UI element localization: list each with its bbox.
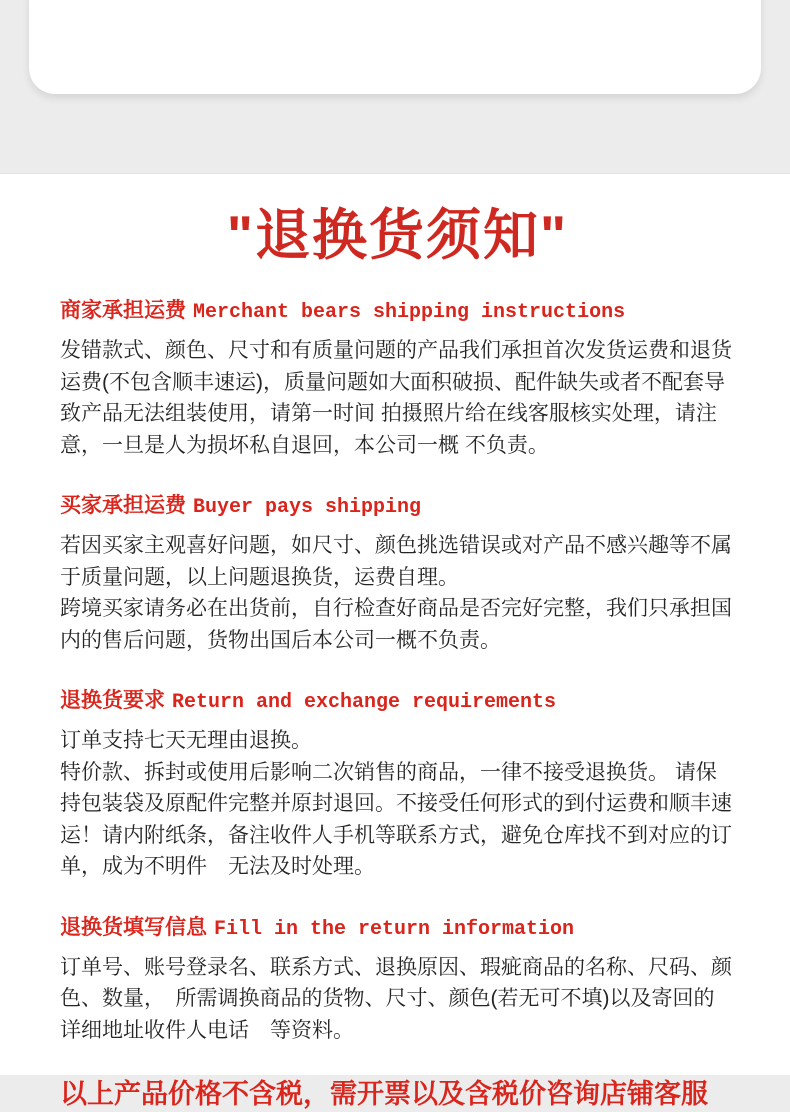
section-heading-en: Fill in the return information <box>214 917 575 941</box>
section-return-information <box>60 914 735 1047</box>
page-title: "退换货须知" <box>226 204 569 266</box>
section-heading-zh: 退换货填写信息 <box>60 915 207 939</box>
section-heading-en: Return and exchange requirements <box>172 691 557 715</box>
section-merchant-shipping <box>60 297 735 461</box>
section-paragraph: 若因买家主观喜好问题，如尺寸、颜色挑选错误或对产品不感兴趣等不属于质量问题，以上问题退换货，运费自理。 <box>60 534 732 589</box>
section-paragraph: 发错款式、颜色、尺寸和有质量问题的产品我们承担首次发货运费和退货运费(不包含顺丰速运)，质量问题如大面积破损、配件缺失或者不配套导致产品无法组装使用，请第一时间 拍摄照片给在线客服核实处理，请注意，一旦是人为损坏私自退回，本公司一概 不负责。 <box>60 339 732 457</box>
section-paragraph: 跨境买家请务必在出货前，自行检查好商品是否完好完整，我们只承担国内的售后问题，货物出国后本公司一概不负责。 <box>60 597 732 652</box>
section-buyer-shipping <box>60 492 735 656</box>
section-heading-zh: 退换货要求 <box>60 689 165 713</box>
section-heading-en: Buyer pays shipping <box>193 496 422 520</box>
section-return-requirements <box>60 687 735 883</box>
previous-image-card <box>29 0 761 94</box>
section-heading-zh: 商家承担运费 <box>60 299 186 323</box>
section-heading <box>60 914 735 943</box>
section-heading-zh: 买家承担运费 <box>60 494 186 518</box>
section-paragraph: 订单号、账号登录名、联系方式、退换原因、瑕疵商品的名称、尺码、颜色、数量， 所需调换商品的货物、尺寸、颜色(若无可不填)以及寄回的详细地址收件人电话 等资料。 <box>60 955 732 1042</box>
section-heading <box>60 687 735 716</box>
tax-notice: 以上产品价格不含税，需开票以及含税价咨询店铺客服 <box>60 1079 708 1110</box>
section-paragraph: 特价款、拆封或使用后影响二次销售的商品，一律不接受退换货。 请保持包装袋及原配件完整并原封退回。不接受任何形式的到付运费和顺丰速运！请内附纸条，备注收件人手机等联系方式，避免仓库找不到对应的订单，成为不明件 无法及时处理。 <box>60 760 732 879</box>
section-heading-en: Merchant bears shipping instructions <box>193 301 626 325</box>
section-heading <box>60 492 735 521</box>
section-paragraph: 订单支持七天无理由退换。 <box>60 729 312 753</box>
return-policy-panel <box>0 173 790 1110</box>
section-heading <box>60 297 735 326</box>
